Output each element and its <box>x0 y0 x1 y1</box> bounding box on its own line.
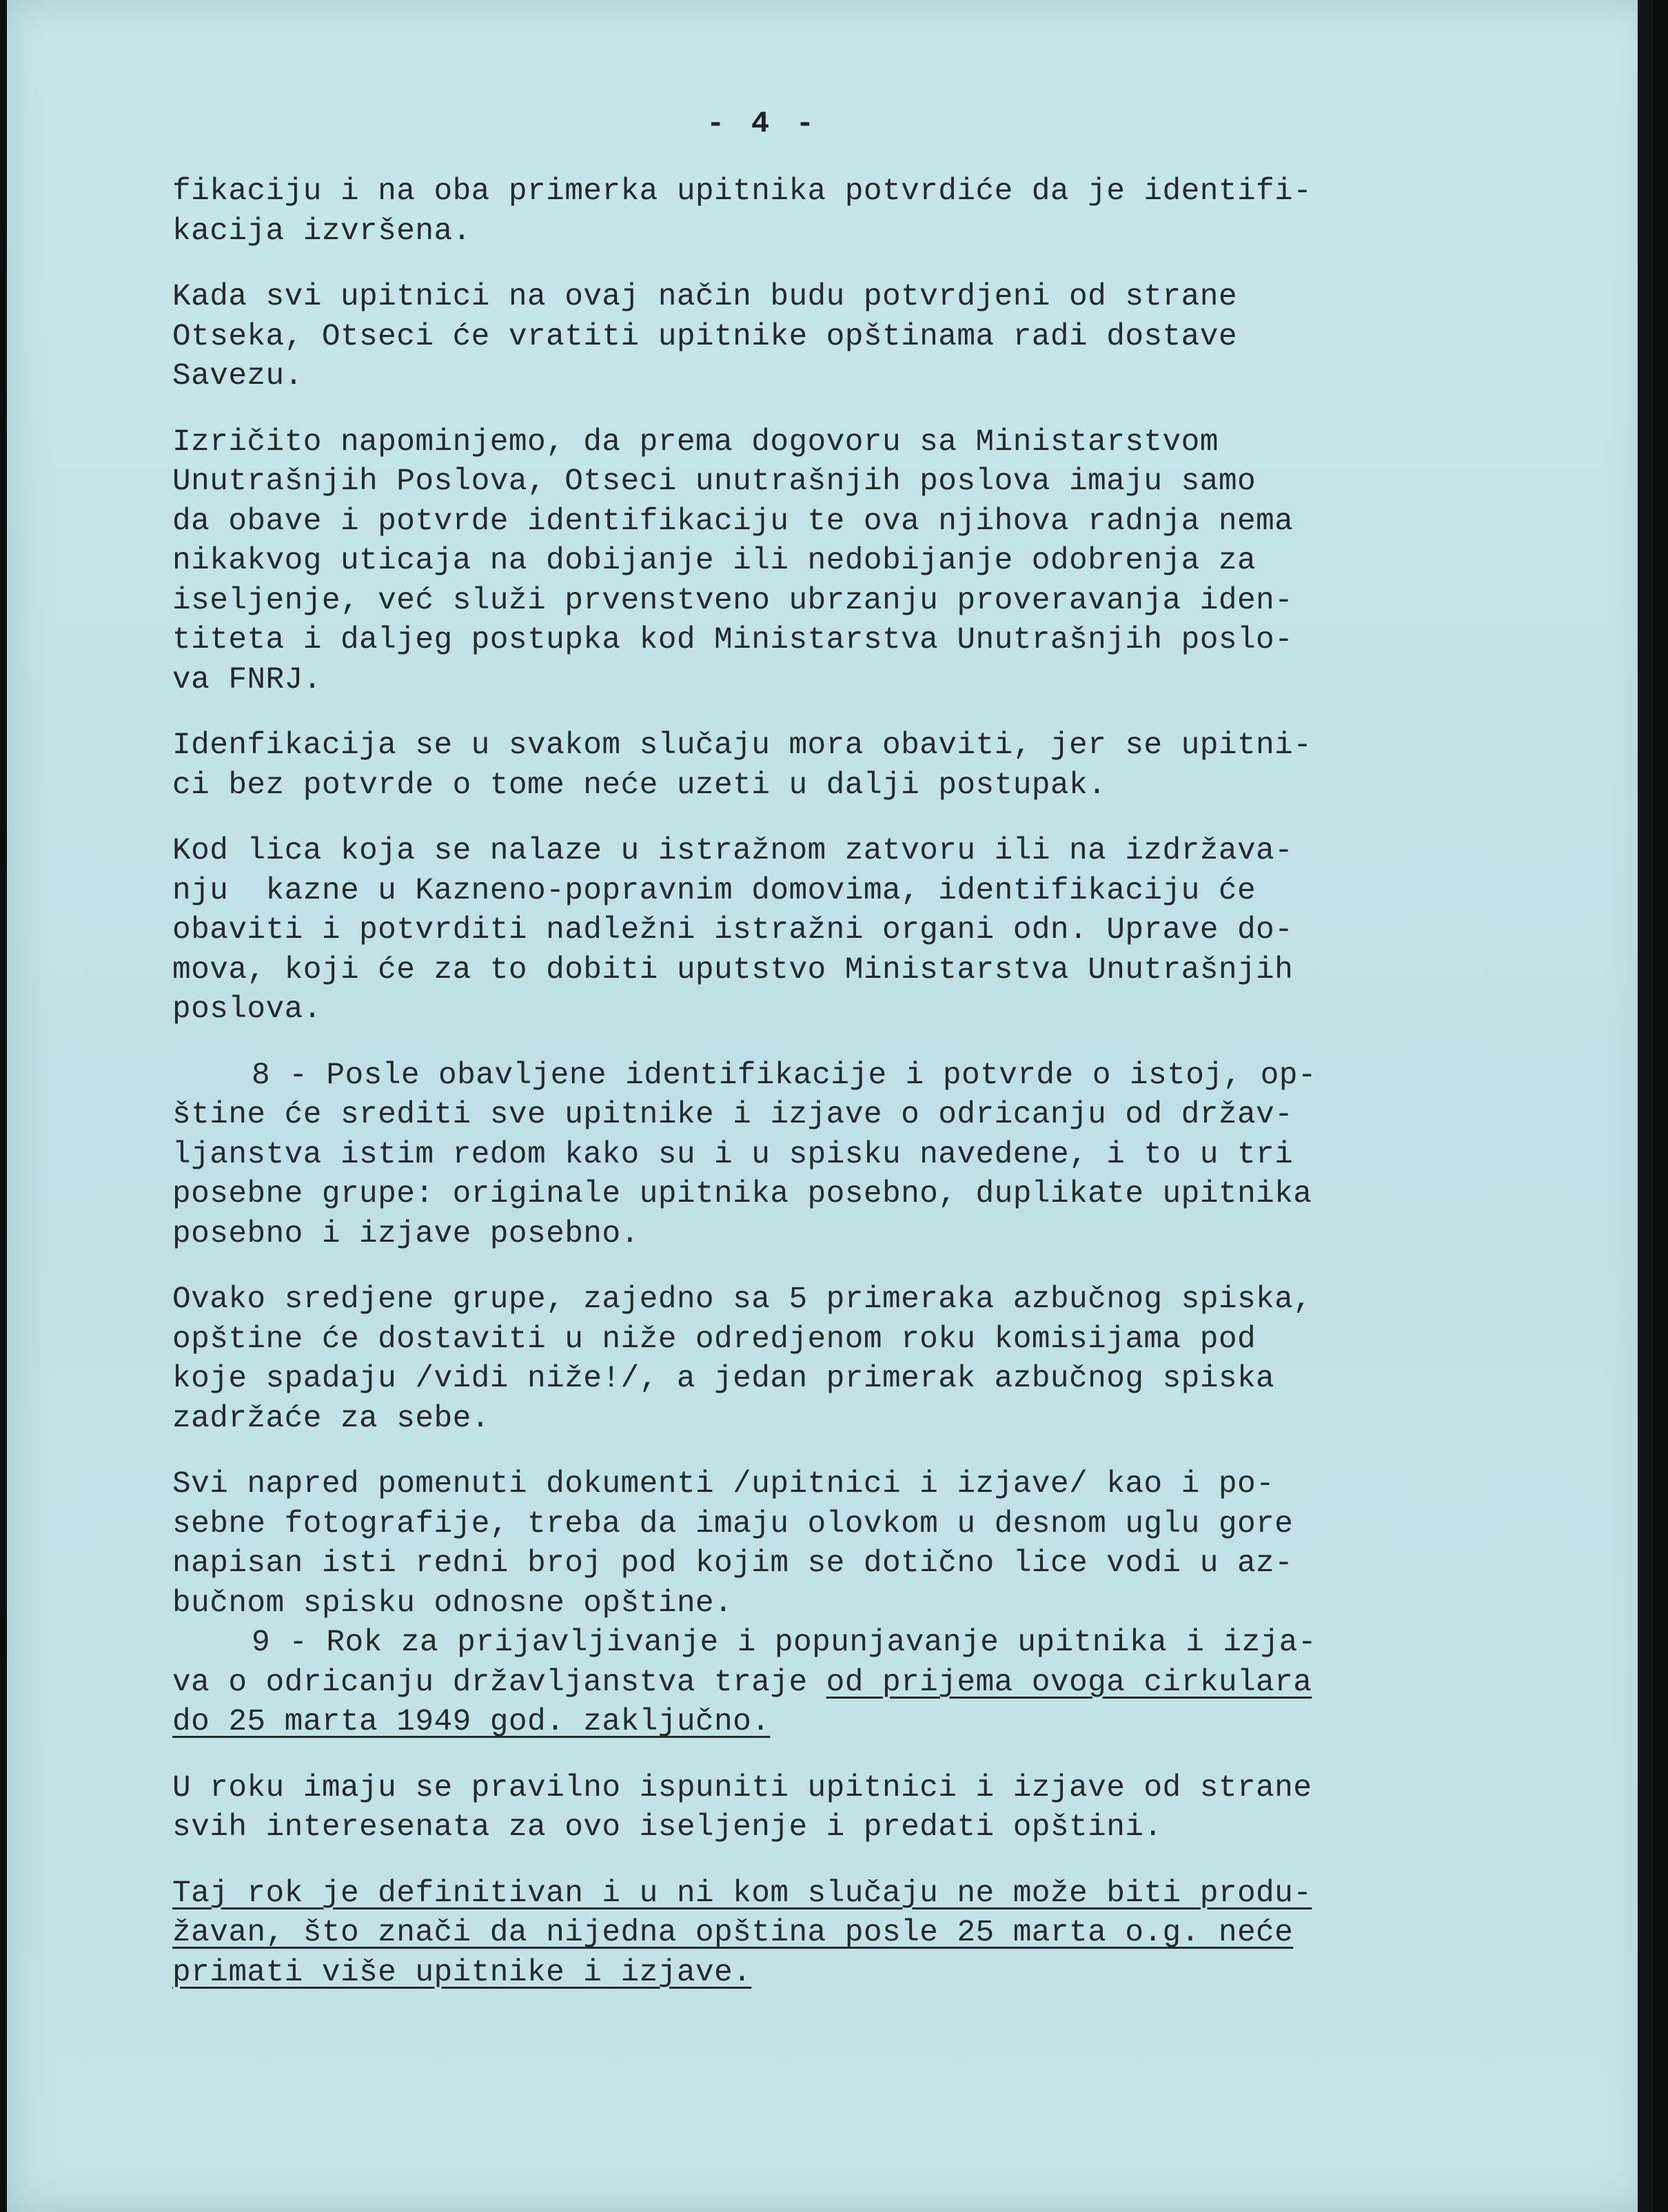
text-line: Idenfikacija se u svakom slučaju mora obaviti, jer se upitni- <box>172 728 1312 763</box>
text-line: 9 - Rok za prijavljivanje i popunjavanje upitnika i izja- <box>252 1626 1316 1660</box>
text-line <box>172 1954 1468 1994</box>
paragraph-deadline-final <box>172 1874 1468 1994</box>
paragraph-prison-cases <box>172 832 1468 1030</box>
text-line: mova, koji će za to dobiti uputstvo Ministarstva Unutrašnjih <box>172 952 1294 987</box>
text-line: sebne fotografije, treba da imaju olovkom u desnom uglu gore <box>172 1506 1294 1542</box>
text-line: poslova. <box>172 992 322 1027</box>
text-line: napisan isti redni broj pod kojim se dotično lice vodi u az- <box>172 1546 1294 1581</box>
text-line: ljanstva istim redom kako su i u spisku navedene, i to u tri <box>172 1137 1294 1172</box>
text-line: opštine će dostaviti u niže odredjenom roku komisijama pod <box>172 1322 1257 1357</box>
text-line <box>172 1663 1468 1703</box>
final-underlined: žavan, što znači da nijedna opština posle 25 marta o.g. neće <box>172 1916 1294 1950</box>
text-line: posebno i izjave posebno. <box>172 1216 640 1251</box>
text-line: ci bez potvrde o tome neće uzeti u dalji postupak. <box>172 768 1107 803</box>
paragraph-identification-confirm <box>172 172 1468 252</box>
text-line: Kod lica koja se nalaze u istražnom zatvoru ili na izdržava- <box>172 834 1294 868</box>
page-number: - 4 - <box>706 107 819 141</box>
text-line: va FNRJ. <box>172 662 322 697</box>
text-line: nikakvog uticaja na dobijanje ili nedobijanje odobrenja za <box>172 544 1257 578</box>
text-line: obaviti i potvrditi nadležni istražni organi odn. Uprave do- <box>172 913 1294 948</box>
text-line-part: va o odricanju državljanstva traje <box>172 1665 826 1700</box>
text-line: Savezu. <box>172 359 303 393</box>
paragraph-deadline-duties <box>172 1769 1468 1848</box>
paragraph-section-8 <box>172 1056 1468 1255</box>
document-body <box>172 172 1468 1993</box>
text-line <box>172 1703 1468 1743</box>
text-line: da obave i potvrde identifikaciju te ova njihova radnja nema <box>172 504 1294 539</box>
text-line: nju kazne u Kazneno-popravnim domovima, identifikaciju će <box>172 873 1257 908</box>
paragraph-sorted-groups <box>172 1280 1468 1439</box>
text-line <box>172 1914 1468 1954</box>
text-line: Ovako sredjene grupe, zajedno sa 5 primeraka azbučnog spiska, <box>172 1282 1312 1317</box>
final-underlined: primati više upitnike i izjave. <box>172 1955 752 1990</box>
text-line: titeta i daljeg postupka kod Ministarstva Unutrašnjih poslo- <box>172 623 1294 657</box>
deadline-underlined: od prijema ovoga cirkulara <box>826 1665 1312 1700</box>
document-page <box>7 0 1653 2212</box>
text-line: koje spadaju /vidi niže!/, a jedan primerak azbučnog spiska <box>172 1362 1275 1396</box>
text-line: Svi napred pomenuti dokumenti /upitnici i izjave/ kao i po- <box>172 1467 1275 1502</box>
text-line: Otseka, Otseci će vratiti upitnike opštinama radi dostave <box>172 319 1237 354</box>
text-line: Izričito napominjemo, da prema dogovoru sa Ministarstvom <box>172 424 1219 460</box>
scan-edge <box>1638 0 1653 2212</box>
text-line: posebne grupe: originale upitnika posebno, duplikate upitnika <box>172 1177 1312 1211</box>
text-line <box>172 1874 1468 1914</box>
text-line: bučnom spisku odnosne opštine. <box>172 1586 733 1621</box>
text-line: štine će srediti sve upitnike i izjave o odricanju od držav- <box>172 1098 1294 1132</box>
text-line: fikaciju i na oba primerka upitnika potvrdiće da je identifi- <box>172 174 1312 209</box>
text-line: svih interesenata za ovo iseljenje i predati opštini. <box>172 1810 1163 1845</box>
text-line: iseljenje, već služi prvenstveno ubrzanju proveravanja iden- <box>172 583 1294 618</box>
text-line: 8 - Posle obavljene identifikacije i potvrde o istoj, op- <box>252 1058 1316 1093</box>
text-line: Kada svi upitnici na ovaj način budu potvrdjeni od strane <box>172 280 1237 314</box>
final-underlined: Taj rok je definitivan i u ni kom slučaju ne može biti produ- <box>172 1876 1312 1911</box>
paragraph-documents-numbering <box>172 1465 1468 1743</box>
paragraph-return-questionnaires <box>172 278 1468 397</box>
paragraph-identification-required <box>172 726 1468 806</box>
text-line: U roku imaju se pravilno ispuniti upitnici i izjave od strane <box>172 1770 1312 1805</box>
text-line: Unutrašnjih Poslova, Otseci unutrašnjih poslova imaju samo <box>172 464 1257 499</box>
deadline-underlined: do 25 marta 1949 god. zaključno. <box>172 1705 771 1739</box>
paragraph-ministry-note <box>172 423 1468 701</box>
text-line: zadržaće za sebe. <box>172 1401 490 1436</box>
text-line: kacija izvršena. <box>172 214 471 249</box>
